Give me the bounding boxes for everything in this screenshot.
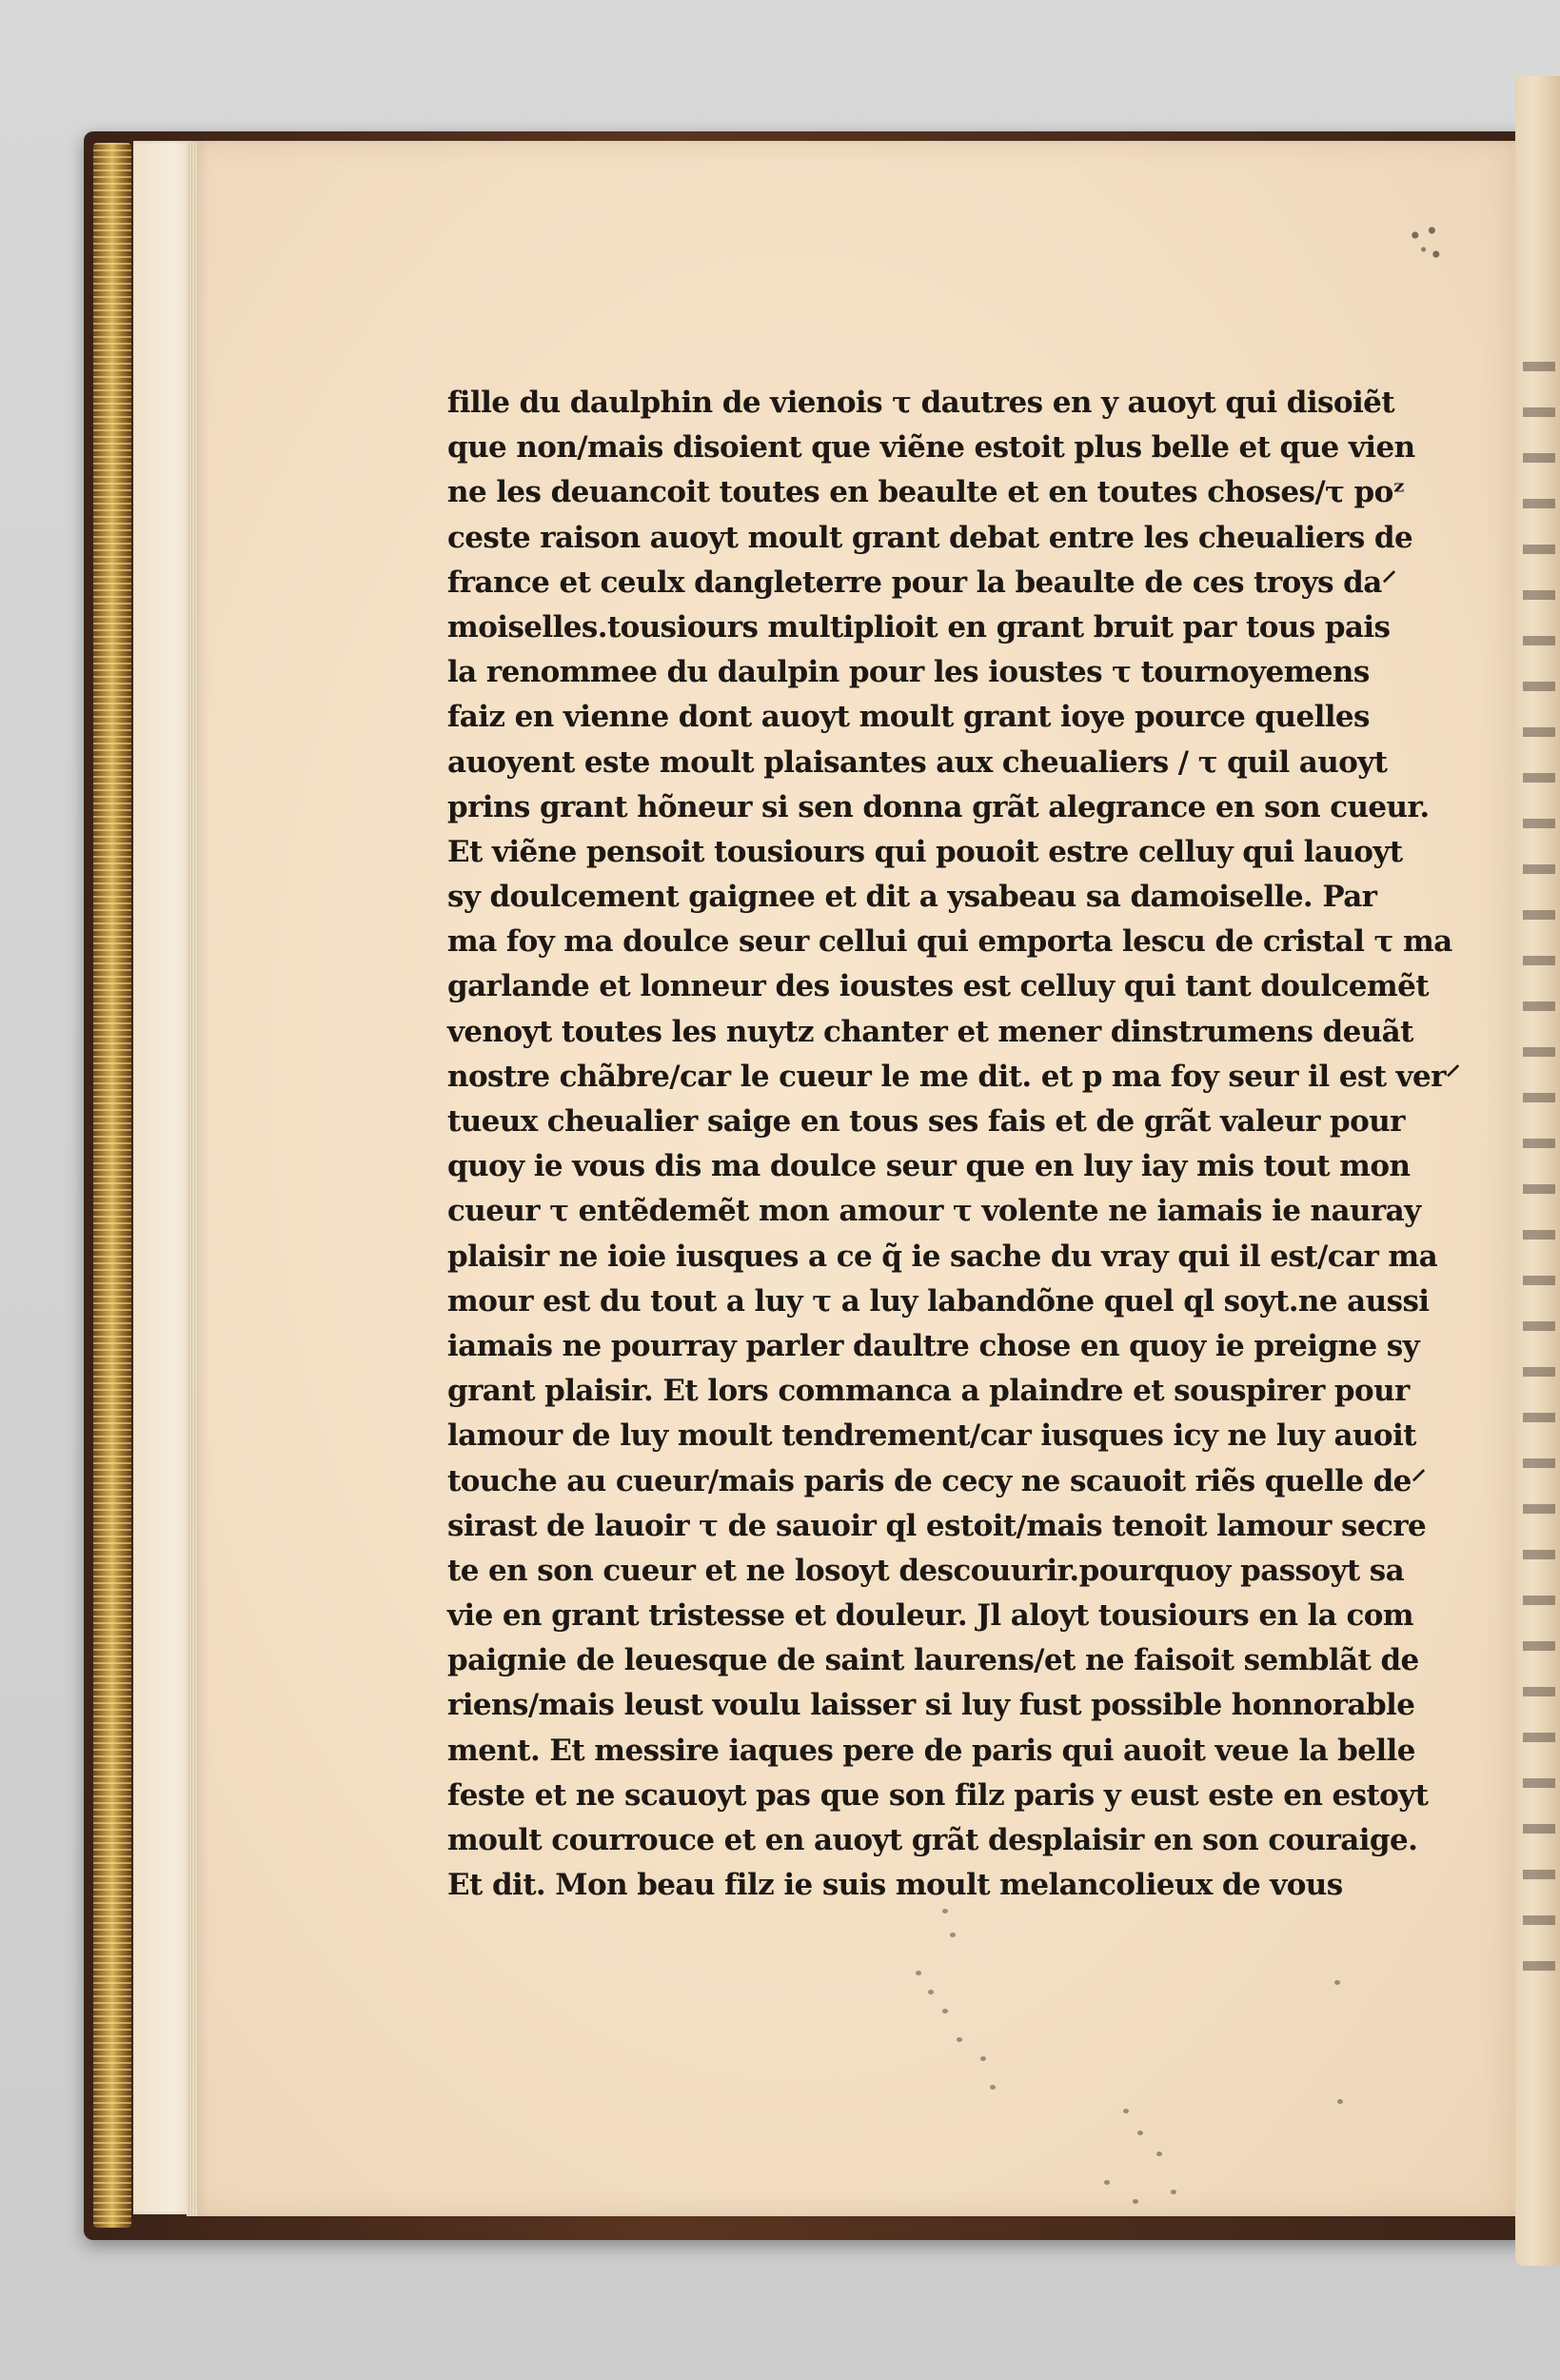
text-line: tueux cheualier saige en tous ses fais et de grãt valeur pour — [447, 1104, 1405, 1139]
text-line: te en son cueur et ne losoyt descouurir.pourquoy passoyt sa — [447, 1553, 1405, 1588]
text-line: ma foy ma doulce seur cellui qui emporta lescu de cristal τ ma — [447, 924, 1452, 960]
text-line: Et dit. Mon beau filz ie suis moult melancolieux de vous — [447, 1868, 1343, 1903]
foxing-spot — [916, 1971, 921, 1975]
foxing-spot — [1171, 2190, 1176, 2194]
foxing-spot — [990, 2085, 996, 2090]
text-line: ceste raison auoyt moult grant debat entre les cheualiers de — [447, 520, 1413, 555]
page-text-block — [447, 381, 1460, 1908]
foxing-spot — [980, 2056, 986, 2061]
text-line: touche au cueur/mais paris de cecy ne scauoit riẽs quelle de⸍ — [447, 1463, 1426, 1498]
text-line: auoyent este moult plaisantes aux cheualiers / τ quil auoyt — [447, 744, 1388, 780]
text-line: mour est du tout a luy τ a luy labandõne quel ql soyt.ne aussi — [447, 1283, 1430, 1319]
gilt-edge-decoration — [93, 143, 131, 2228]
text-line: faiz en vienne dont auoyt moult grant ioye pource quelles — [447, 700, 1370, 735]
foxing-spot — [942, 2009, 948, 2013]
text-line: vie en grant tristesse et douleur. Jl aloyt tousiours en la com — [447, 1598, 1414, 1634]
text-line: garlande et lonneur des ioustes est celluy qui tant doulcemẽt — [447, 969, 1429, 1004]
text-line: paignie de leuesque de saint laurens/et ne faisoit semblãt de — [447, 1643, 1419, 1678]
text-line: Et viẽne pensoit tousiours qui pouoit estre celluy qui lauoyt — [447, 834, 1403, 869]
ink-speck — [1407, 221, 1449, 268]
foxing-spot — [1137, 2131, 1143, 2135]
text-line: cueur τ entẽdemẽt mon amour τ volente ne iamais ie nauray — [447, 1194, 1421, 1229]
text-line: france et ceulx dangleterre pour la beaulte de ces troys da⸍ — [447, 565, 1396, 600]
foxing-spot — [1123, 2109, 1129, 2113]
text-line: sy doulcement gaignee et dit a ysabeau sa damoiselle. Par — [447, 880, 1377, 915]
text-line: que non/mais disoient que viẽne estoit plus belle et que vien — [447, 430, 1415, 466]
text-line: la renommee du daulpin pour les ioustes τ tournoyemens — [447, 655, 1370, 690]
foxing-spot — [1156, 2152, 1162, 2156]
text-line: sirast de lauoir τ de sauoir ql estoit/mais tenoit lamour secre — [447, 1508, 1427, 1543]
text-line: riens/mais leust voulu laisser si luy fust possible honnorable — [447, 1688, 1415, 1723]
text-line: feste et ne scauoyt pas que son filz paris y eust este en estoyt — [447, 1777, 1429, 1813]
foxing-spot — [1133, 2199, 1138, 2204]
text-line: fille du daulphin de vienois τ dautres en y auoyt qui disoiẽt — [447, 386, 1394, 420]
text-line: venoyt toutes les nuytz chanter et mener dinstrumens deuãt — [447, 1014, 1413, 1049]
foxing-spot — [950, 1933, 956, 1937]
foxing-spot — [928, 1990, 934, 1994]
text-line: iamais ne pourray parler daultre chose en quoy ie preigne sy — [447, 1328, 1420, 1363]
foxing-spot — [957, 2037, 962, 2042]
text-line: plaisir ne ioie iusques a ce q̃ ie sache du vray qui il est/car ma — [447, 1239, 1438, 1274]
foxing-spot — [1104, 2180, 1110, 2185]
text-line: lamour de luy moult tendrement/car iusques icy ne luy auoit — [447, 1418, 1416, 1454]
facing-leaf-text-bleed — [1523, 362, 1555, 1980]
text-line: moiselles.tousiours multiplioit en grant bruit par tous pais — [447, 609, 1391, 645]
foxing-spot — [1337, 2099, 1343, 2104]
text-line: ne les deuancoit toutes en beaulte et en toutes choses/τ poᶻ — [447, 475, 1405, 510]
text-line: prins grant hõneur si sen donna grãt alegrance en son cueur. — [447, 789, 1430, 824]
foxing-spot — [1334, 1980, 1340, 1985]
text-line: grant plaisir. Et lors commanca a plaindre et souspirer pour — [447, 1374, 1410, 1409]
facing-leaf-edge — [1515, 76, 1560, 2266]
text-line: quoy ie vous dis ma doulce seur que en luy iay mis tout mon — [447, 1149, 1411, 1184]
text-line: moult courrouce et en auoyt grãt desplaisir en son couraige. — [447, 1823, 1418, 1857]
text-line: ment. Et messire iaques pere de paris qui auoit veue la belle — [447, 1733, 1415, 1768]
foxing-spot — [942, 1909, 948, 1914]
text-line: nostre chãbre/car le cueur le me dit. et p ma foy seur il est ver⸍ — [447, 1059, 1460, 1094]
